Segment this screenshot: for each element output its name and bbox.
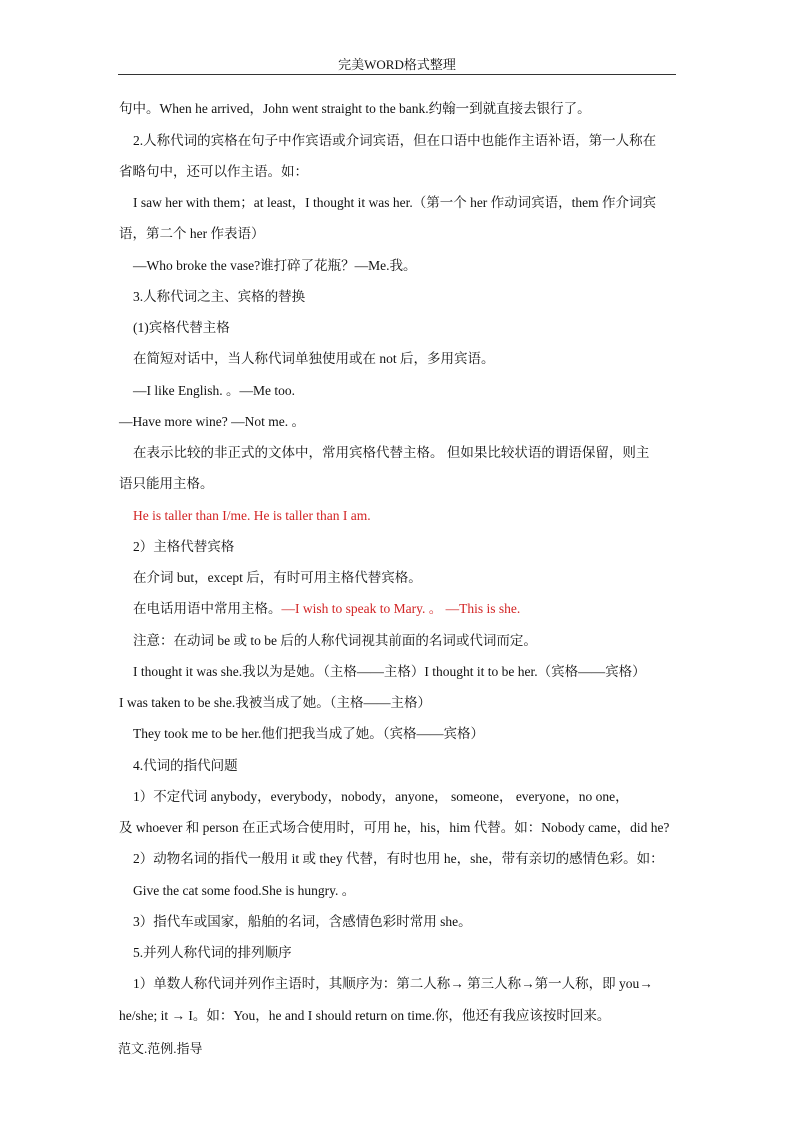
text-line-content: —Who broke the vase?谁打碎了花瓶？—Me.我。 (133, 258, 417, 273)
text-line (133, 568, 422, 588)
text-line (119, 474, 214, 494)
text-line-content: he/she; it → I。如：You，he and I should return on time.你，他还有我应该按时回来。 (119, 1008, 611, 1023)
text-line-content: 语，第二个 her 作表语） (119, 226, 265, 241)
text-line (119, 693, 431, 713)
text-line (133, 881, 355, 901)
text-line (119, 162, 308, 182)
text-line (119, 818, 669, 838)
text-line-content: 在表示比较的非正式的文体中，常用宾格代替主格。 但如果比较状语的谓语保留，则主 (133, 445, 650, 460)
text-line-content: Give the cat some food.She is hungry. 。 (133, 883, 356, 898)
text-line (133, 381, 295, 401)
text-line-content: —Have more wine? —Not me. 。 (119, 414, 305, 429)
text-line (133, 912, 472, 932)
text-line (119, 99, 591, 119)
text-line (133, 631, 537, 651)
text-line (133, 756, 238, 776)
text-line (133, 724, 484, 744)
text-line-content: They took me to be her.他们把我当成了她。（宾格——宾格） (133, 726, 484, 741)
text-line (133, 131, 656, 151)
text-line-content: 3）指代车或国家，船舶的名词，含感情色彩时常用 she。 (133, 914, 472, 929)
header-divider (118, 74, 676, 75)
text-line-content: 2.人称代词的宾格在句子中作宾语或介词宾语，但在口语中也能作主语补语，第一人称在 (133, 133, 657, 148)
text-line (133, 537, 234, 557)
text-line-content: 在电话用语中常用主格。 (133, 601, 282, 616)
text-line (119, 412, 305, 432)
text-line-content: 语只能用主格。 (119, 476, 214, 491)
text-line (133, 662, 646, 682)
text-line-content: 及 whoever 和 person 在正式场合使用时，可用 he，his，him 代替。如：Nobody came，did he? (119, 820, 670, 835)
text-line (133, 287, 305, 307)
text-line-content: He is taller than I/me. He is taller than I am. (133, 508, 371, 523)
red-example-text: —I wish to speak to Mary. 。 —This is she. (281, 601, 521, 616)
text-line-content: 句中。When he arrived，John went straight to the bank.约翰一到就直接去银行了。 (119, 101, 591, 116)
text-line-content: 2）主格代替宾格 (133, 539, 235, 554)
text-line-content: I thought it was she.我以为是她。（主格——主格）I thought it to be her.（宾格——宾格） (133, 664, 646, 679)
page-footer: 范文.范例.指导 (118, 1041, 203, 1056)
text-line-content: 1）单数人称代词并列作主语时，其顺序为：第二人称→ 第三人称→第一人称，即 you→ (133, 976, 653, 991)
text-line-content: 2）动物名词的指代一般用 it 或 they 代替，有时也用 he，she，带有亲切的感情色彩。如： (133, 851, 664, 866)
text-line (133, 787, 629, 807)
text-line-content: 在简短对话中，当人称代词单独使用或在 not 后，多用宾语。 (133, 351, 495, 366)
text-line-content: 5.并列人称代词的排列顺序 (133, 945, 292, 960)
text-line (133, 193, 656, 213)
text-line-content: I saw her with them；at least，I thought it was her.（第一个 her 作动词宾语，them 作介词宾 (133, 195, 657, 210)
text-line-content: 3.人称代词之主、宾格的替换 (133, 289, 306, 304)
text-line (133, 256, 416, 276)
text-line (119, 1006, 610, 1026)
text-line (133, 443, 649, 463)
text-line-content: 1）不定代词 anybody，everybody，nobody，anyone， someone， everyone，no one， (133, 789, 629, 804)
text-line-content: —I like English. 。—Me too. (133, 383, 295, 398)
text-line (133, 349, 495, 369)
text-line-content: I was taken to be she.我被当成了她。（主格——主格） (119, 695, 431, 710)
text-line (133, 849, 664, 869)
page-header-title: 完美WORD格式整理 (338, 57, 456, 72)
text-line (133, 943, 292, 963)
text-line-content: 注意：在动词 be 或 to be 后的人称代词视其前面的名词或代词而定。 (133, 633, 537, 648)
text-line (133, 599, 520, 619)
text-line (133, 506, 371, 526)
text-line (133, 974, 653, 994)
text-line (133, 318, 230, 338)
text-line-content: 省略句中，还可以作主语。如： (119, 164, 308, 179)
text-line-content: 4.代词的指代问题 (133, 758, 238, 773)
text-line-content: (1)宾格代替主格 (133, 320, 230, 335)
text-line-content: 在介词 but，except 后，有时可用主格代替宾格。 (133, 570, 422, 585)
text-line (119, 224, 265, 244)
